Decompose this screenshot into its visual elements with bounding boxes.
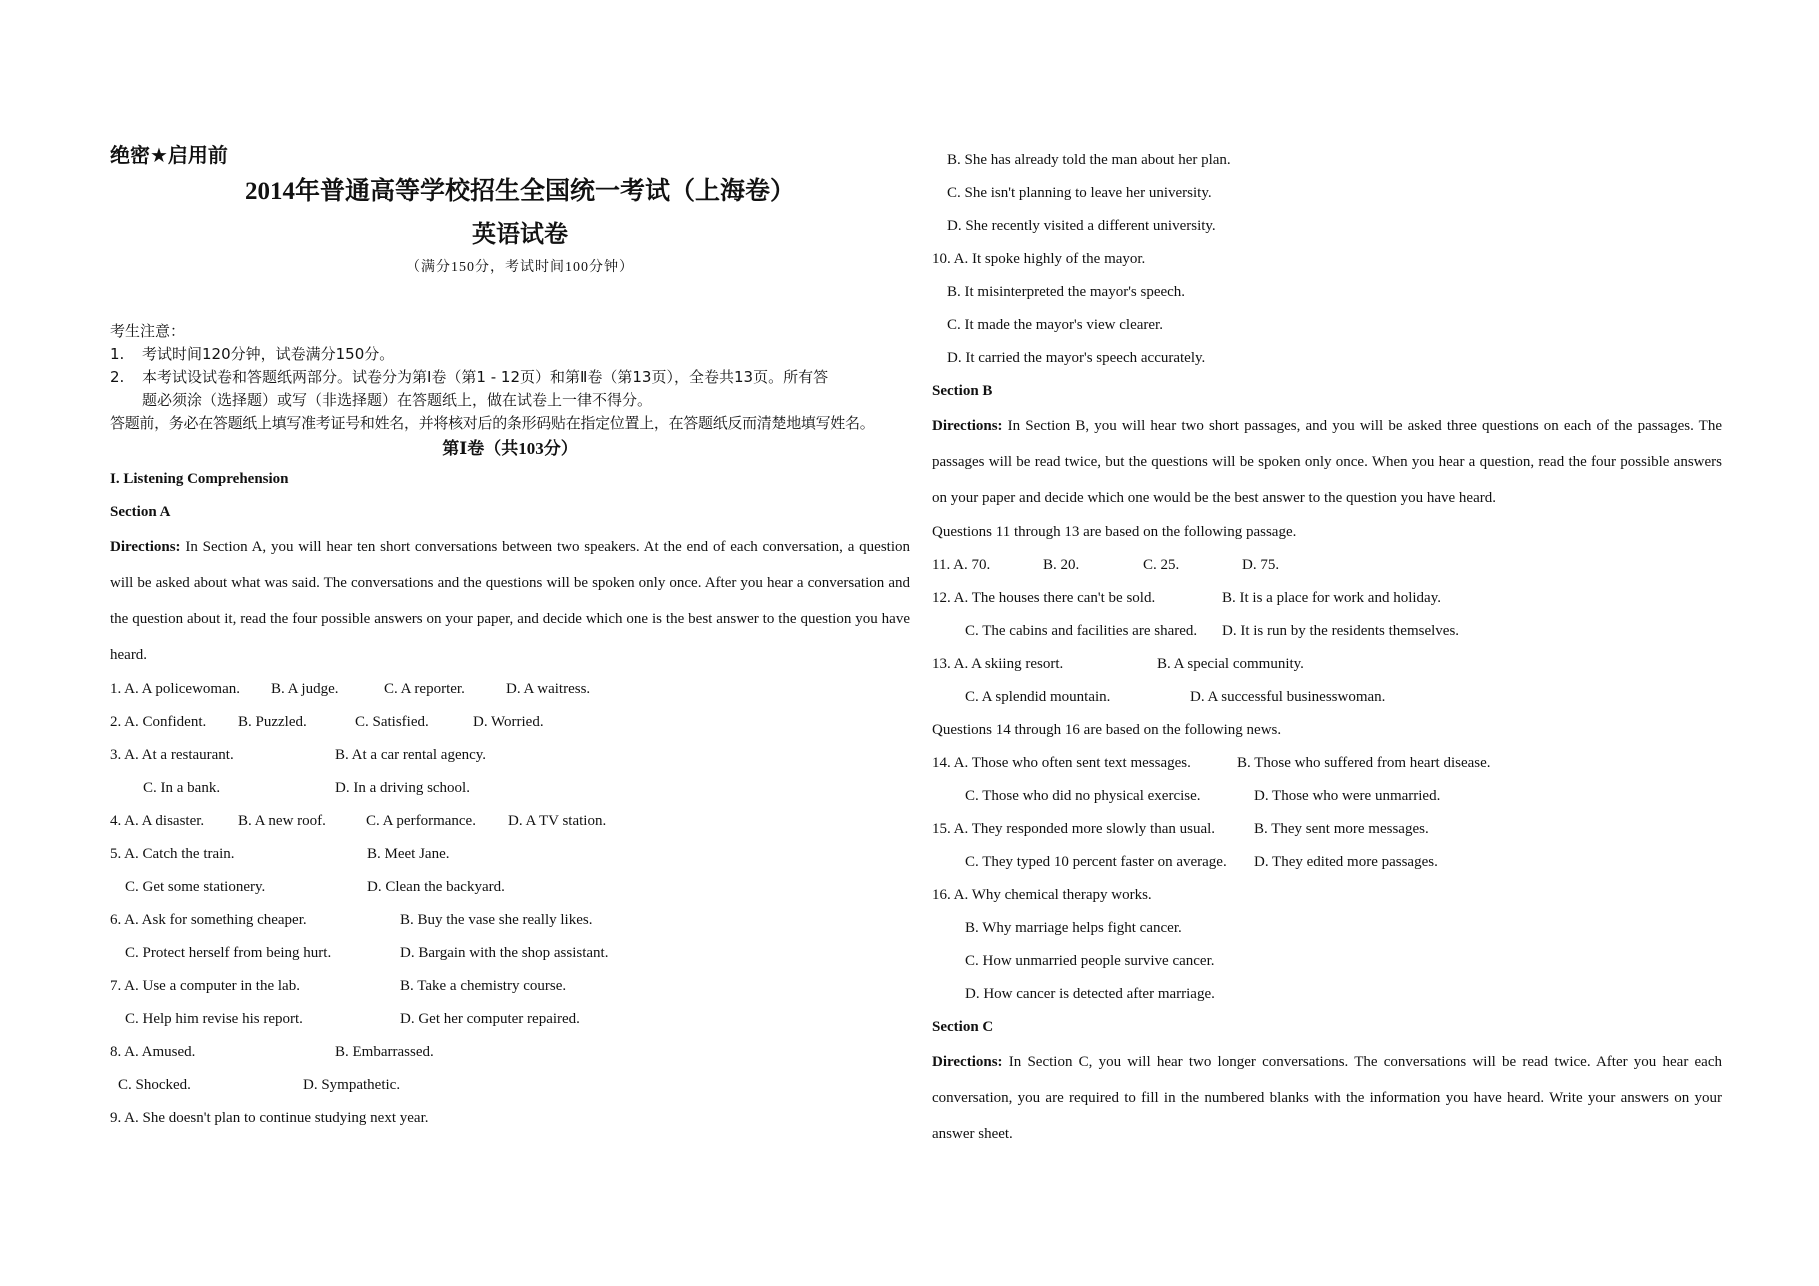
questions-14-16-intro: Questions 14 through 16 are based on the following news. [932,722,1282,738]
confidential-label: 绝密★启用前 [110,143,228,167]
question-12 [932,582,1722,615]
question-16-option-a: 16. A. Why chemical therapy works. [932,887,1152,903]
option-c: C. They typed 10 percent faster on average. [965,854,1227,870]
option-b: B. Take a chemistry course. [400,978,567,994]
option-d: D. Get her computer repaired. [400,1011,580,1027]
option-c: C. The cabins and facilities are shared. [965,623,1198,639]
section-c-directions [932,1044,1722,1152]
option-b: B. It is a place for work and holiday. [1222,590,1441,606]
question-9-option-d: D. She recently visited a different university. [947,218,1216,234]
option-d: D. In a driving school. [335,780,470,796]
option-d: D. A successful businesswoman. [1190,689,1386,705]
listening-heading: I. Listening Comprehension [110,471,289,487]
directions-text: In Section A, you will hear ten short conversations between two speakers. At the end of each conversation, a question will be asked about what was said. The conversations and the questions will be spoken only once. After you hear a conversation and the question about it, read the four possible answers on your paper, and decide which one is the best answer to the question you have heard. [110,539,910,663]
notice-item-number: 1. [110,345,125,363]
question-15 [932,813,1722,846]
option-a: 7. A. Use a computer in the lab. [110,978,300,994]
question-11 [932,549,1722,582]
notice-item-3: 答题前，务必在答题纸上填写准考证号和姓名，并将核对后的条形码贴在指定位置上，在答题纸反而清楚地填写姓名。 [110,414,875,432]
question-9-option-b: B. She has already told the man about her plan. [947,152,1231,168]
option-d: D. A TV station. [508,813,607,829]
question-13 [932,648,1722,681]
question-12-cont [932,615,1722,648]
question-14-cont [932,780,1722,813]
option-b: B. 20. [1043,557,1080,573]
option-a: 11. A. 70. [932,557,991,573]
notice-item-2-continued [110,389,910,412]
section-a-heading: Section A [110,504,171,520]
option-b: B. Meet Jane. [367,846,450,862]
question-7 [110,970,910,1003]
notice-heading: 考生注意： [110,322,186,340]
question-8 [110,1036,910,1069]
option-d: D. Clean the backyard. [367,879,505,895]
question-5-cont [110,871,910,904]
section-a-directions [110,529,910,673]
option-c: C. A performance. [366,813,476,829]
question-15-cont [932,846,1722,879]
questions-11-13-intro: Questions 11 through 13 are based on the following passage. [932,524,1297,540]
question-2 [110,706,910,739]
notice-item-text: 题必须涂（选择题）或写（非选择题）在答题纸上，做在试卷上一律不得分。 [142,391,653,409]
option-b: B. Puzzled. [238,714,307,730]
notice-item-text: 考试时间120分钟，试卷满分150分。 [142,345,395,363]
option-c: C. Shocked. [118,1077,191,1093]
option-d: D. A waitress. [506,681,591,697]
option-d: D. It is run by the residents themselves. [1222,623,1460,639]
option-a: 8. A. Amused. [110,1044,196,1060]
left-column [110,140,910,1135]
option-b: B. Buy the vase she really likes. [400,912,593,928]
option-a: 6. A. Ask for something cheaper. [110,912,307,928]
option-c: C. A splendid mountain. [965,689,1111,705]
exam-title: 2014年普通高等学校招生全国统一考试（上海卷） [244,178,795,205]
question-10-option-c: C. It made the mayor's view clearer. [947,317,1163,333]
question-10-option-b: B. It misinterpreted the mayor's speech. [947,284,1186,300]
directions-text: In Section C, you will hear two longer conversations. The conversations will be read twice. After you hear each conversation, you are required to fill in the numbered blanks with the information you have heard. Write your answers on your answer sheet. [932,1054,1722,1142]
option-a: 14. A. Those who often sent text messages. [932,755,1191,771]
question-13-cont [932,681,1722,714]
option-a: 2. A. Confident. [110,714,207,730]
question-1 [110,673,910,706]
question-4 [110,805,910,838]
question-16-option-d: D. How cancer is detected after marriage. [965,986,1215,1002]
question-10-option-d: D. It carried the mayor's speech accurately. [947,350,1206,366]
option-c: C. Satisfied. [355,714,429,730]
question-14 [932,747,1722,780]
option-a: 13. A. A skiing resort. [932,656,1064,672]
question-5 [110,838,910,871]
option-c: C. Protect herself from being hurt. [125,945,332,961]
right-column [932,144,1722,1152]
section-b-directions [932,408,1722,516]
notice-item-text: 本考试设试卷和答题纸两部分。试卷分为第Ⅰ卷（第1 - 12页）和第Ⅱ卷（第13页），全卷共13页。所有答 [142,368,829,386]
option-b: B. A special community. [1157,656,1304,672]
option-c: C. In a bank. [143,780,221,796]
option-d: D. Bargain with the shop assistant. [400,945,609,961]
part1-title: 第Ⅰ卷（共103分） [442,439,578,458]
notice-item-number: 2. [110,368,125,386]
exam-subtitle: 英语试卷 [472,222,568,248]
question-16-option-c: C. How unmarried people survive cancer. [965,953,1215,969]
directions-label: Directions: [110,539,181,555]
question-7-cont [110,1003,910,1036]
option-d: D. Those who were unmarried. [1254,788,1441,804]
option-a: 3. A. At a restaurant. [110,747,234,763]
question-6-cont [110,937,910,970]
option-c: C. Get some stationery. [125,879,266,895]
option-d: D. They edited more passages. [1254,854,1438,870]
notice-item-1 [110,343,910,366]
question-8-cont [110,1069,910,1102]
directions-text: In Section B, you will hear two short passages, and you will be asked three questions on each of the passages. The passages will be read twice, but the questions will be spoken only once. When you hear a question, read the four possible answers on your paper and decide which one would be the best answer to the question you have heard. [932,418,1722,506]
full-mark-note: （满分150分，考试时间100分钟） [406,260,634,275]
question-6 [110,904,910,937]
question-3-cont [110,772,910,805]
option-a: 4. A. A disaster. [110,813,205,829]
option-b: B. Those who suffered from heart disease. [1237,755,1491,771]
option-a: 15. A. They responded more slowly than usual. [932,821,1216,837]
option-b: B. Embarrassed. [335,1044,434,1060]
question-10-option-a: 10. A. It spoke highly of the mayor. [932,251,1146,267]
option-b: B. At a car rental agency. [335,747,487,763]
option-a: 12. A. The houses there can't be sold. [932,590,1156,606]
candidate-notice [110,320,910,435]
option-b: B. They sent more messages. [1254,821,1429,837]
option-d: D. Sympathetic. [303,1077,401,1093]
option-d: D. 75. [1242,557,1280,573]
section-c-heading: Section C [932,1019,994,1035]
directions-label: Directions: [932,1054,1003,1070]
option-c: C. A reporter. [384,681,465,697]
option-a: 5. A. Catch the train. [110,846,235,862]
option-a: 9. A. She doesn't plan to continue studying next year. [110,1110,429,1126]
section-b-heading: Section B [932,383,993,399]
option-a: 1. A. A policewoman. [110,681,240,697]
option-c: C. Help him revise his report. [125,1011,303,1027]
option-c: C. Those who did no physical exercise. [965,788,1201,804]
directions-label: Directions: [932,418,1003,434]
question-16-option-b: B. Why marriage helps fight cancer. [965,920,1182,936]
question-9-option-c: C. She isn't planning to leave her university. [947,185,1212,201]
option-d: D. Worried. [473,714,544,730]
notice-item-2 [110,366,910,389]
question-9 [110,1102,910,1135]
option-b: B. A new roof. [238,813,326,829]
question-3 [110,739,910,772]
option-b: B. A judge. [271,681,339,697]
option-c: C. 25. [1143,557,1180,573]
